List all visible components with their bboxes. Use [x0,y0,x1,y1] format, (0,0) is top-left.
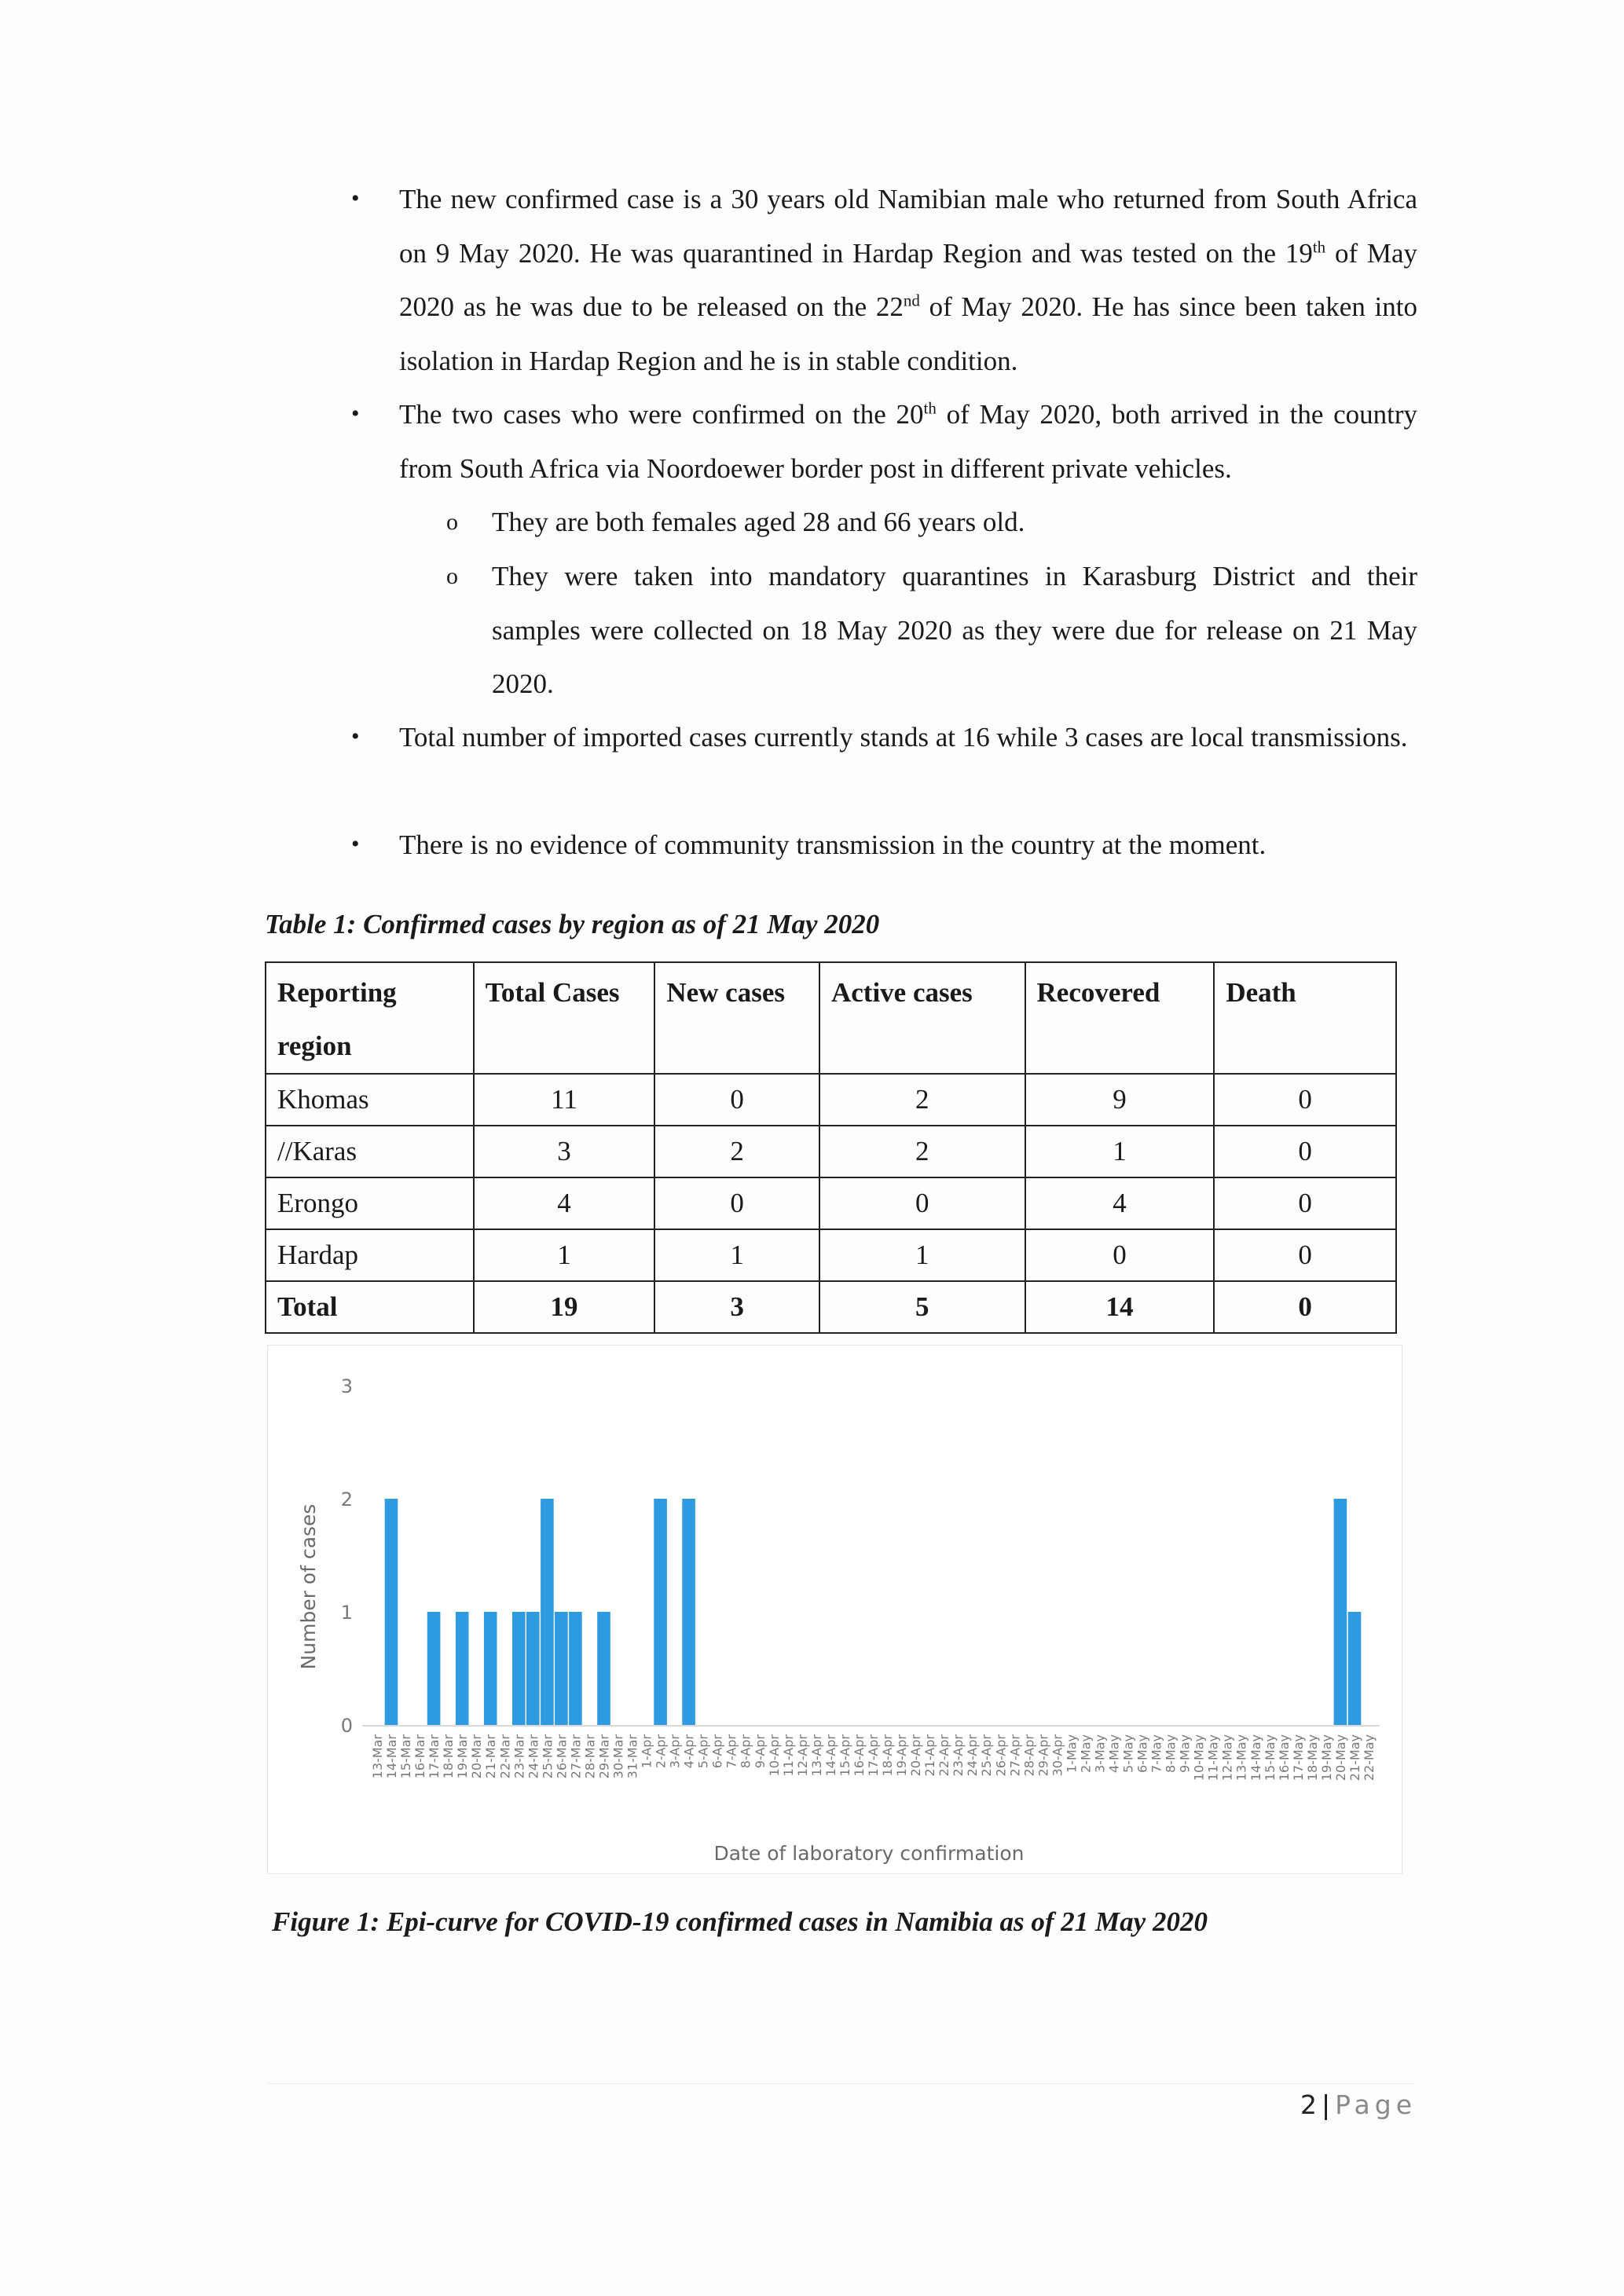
table-cell: 2 [819,1074,1025,1126]
x-tick-label: 17-May [1290,1734,1306,1782]
table-cell: 2 [819,1126,1025,1177]
bar-25-Mar [541,1499,554,1725]
x-tick-label: 25-Apr [979,1734,995,1777]
x-tick-label: 2-May [1078,1734,1094,1774]
total-cell: 5 [819,1281,1025,1333]
x-tick-label: 4-May [1106,1734,1122,1774]
x-tick-label: 10-Apr [766,1734,782,1777]
bar-21-Mar [484,1612,497,1725]
x-tick-label: 2-Apr [653,1734,669,1769]
page-word: Page [1335,2089,1417,2120]
footer-divider [267,2083,1414,2084]
x-tick-label: 16-May [1276,1734,1292,1782]
x-tick-label: 15-Apr [837,1734,852,1777]
column-header: Active cases [819,962,1025,1074]
column-header: Recovered [1025,962,1215,1074]
x-tick-label: 7-May [1149,1734,1164,1774]
table-caption: Table 1: Confirmed cases by region as of 21 May 2020 [265,909,880,939]
total-cell: 14 [1025,1281,1215,1333]
x-tick-label: 21-May [1347,1734,1362,1782]
y-axis-label: Number of cases [297,1503,320,1670]
table-cell: 0 [1214,1074,1396,1126]
x-tick-label: 1-Apr [639,1734,654,1769]
total-cell: 0 [1214,1281,1396,1333]
table-row [266,1177,1396,1229]
x-tick-label: 21-Mar [483,1734,499,1779]
x-tick-label: 10-May [1191,1734,1207,1782]
x-tick-label: 21-Apr [922,1734,938,1777]
total-cell: 3 [654,1281,819,1333]
bar-20-May [1334,1499,1347,1725]
table-cell: 0 [654,1177,819,1229]
table-cell: 0 [1214,1126,1396,1177]
x-tick-label: 5-May [1120,1734,1136,1774]
table-cell: 1 [819,1229,1025,1281]
bullet-paragraph-community: There is no evidence of community transmission in the country at the moment. [399,829,1267,860]
y-tick-label: 2 [340,1489,353,1511]
table-cell: 0 [1025,1229,1215,1281]
x-tick-label: 24-Apr [965,1734,981,1777]
bar-29-Mar [597,1612,610,1725]
table-cell: 11 [474,1074,655,1126]
x-tick-label: 11-Apr [780,1734,796,1777]
bar-17-Mar [427,1612,441,1725]
table-header-row [266,962,1396,1074]
x-tick-label: 26-Apr [993,1734,1009,1777]
sub-bullet-ages: They are both females aged 28 and 66 years old. [492,507,1025,537]
bullet-icon: • [351,723,360,749]
x-tick-label: 17-Apr [866,1734,881,1777]
x-tick-label: 22-Mar [497,1734,513,1779]
x-tick-label: 17-Mar [427,1734,442,1779]
x-tick-label: 29-Mar [596,1734,612,1779]
bar-27-Mar [569,1612,582,1725]
bar-21-May [1348,1612,1362,1725]
x-tick-label: 28-Apr [1021,1734,1037,1777]
y-tick-label: 3 [340,1375,353,1397]
x-tick-label: 30-Apr [1050,1734,1065,1777]
x-tick-label: 12-May [1219,1734,1235,1782]
x-tick-label: 27-Mar [568,1734,584,1779]
bullet-icon: • [351,401,360,427]
column-header: Reporting region [266,962,474,1074]
x-tick-label: 18-May [1304,1734,1320,1782]
y-tick-label: 0 [340,1715,353,1737]
x-axis-label: Date of laboratory confirmation [713,1842,1025,1865]
x-tick-label: 19-Mar [455,1734,471,1779]
x-tick-label: 16-Apr [852,1734,867,1777]
x-tick-label: 24-Mar [526,1734,541,1779]
x-tick-label: 5-Apr [695,1734,711,1769]
x-tick-label: 12-Apr [794,1734,810,1777]
page-separator: | [1322,2089,1331,2120]
x-tick-label: 18-Mar [441,1734,456,1779]
x-tick-label: 14-Apr [823,1734,838,1777]
x-tick-label: 29-Apr [1036,1734,1051,1777]
x-ticks-group [370,1734,1377,1782]
total-cell: 19 [474,1281,655,1333]
x-tick-label: 6-Apr [709,1734,725,1769]
x-tick-label: 26-Mar [554,1734,570,1779]
bar-24-Mar [526,1612,540,1725]
sub-bullet-quarantine: They were taken into mandatory quarantines in Karasburg District and their samples were collected on 18 May 2020 as they were due for release on 21 May 2020. [492,561,1417,699]
table-row [266,1229,1396,1281]
table-cell: 1 [654,1229,819,1281]
table-cell: 1 [1025,1126,1215,1177]
bullet-paragraph-imported: Total number of imported cases currently stands at 16 while 3 cases are local transmissions. [399,722,1408,753]
x-tick-label: 3-May [1092,1734,1108,1774]
x-tick-label: 28-Mar [582,1734,598,1779]
table-cell: 4 [474,1177,655,1229]
table-cell: 9 [1025,1074,1215,1126]
bar-23-Mar [512,1612,526,1725]
bars-group [385,1499,1362,1725]
region-cell: //Karas [266,1126,474,1177]
x-tick-label: 22-Apr [937,1734,952,1777]
page-number: 2 [1300,2089,1317,2120]
total-label-cell: Total [266,1281,474,1333]
column-header: Death [1214,962,1396,1074]
bullet-paragraph-two-cases: The two cases who were confirmed on the 20th of May 2020, both arrived in the country from South Africa via Noordoewer border post in different private vehicles. [399,398,1417,484]
x-tick-label: 13-Mar [370,1734,385,1779]
table-cell: 3 [474,1126,655,1177]
bar-2-Apr [654,1499,667,1725]
x-tick-label: 4-Apr [681,1734,697,1769]
x-tick-label: 14-May [1248,1734,1263,1782]
region-cell: Hardap [266,1229,474,1281]
x-tick-label: 15-Mar [398,1734,414,1779]
bar-19-Mar [456,1612,469,1725]
epi-curve-svg [268,1346,1402,1873]
column-header: New cases [654,962,819,1074]
table-cell: 2 [654,1126,819,1177]
table-cell: 0 [654,1074,819,1126]
bar-14-Mar [385,1499,398,1725]
table-row [266,1074,1396,1126]
page-footer [1300,2089,1417,2120]
column-header: Total Cases [474,962,655,1074]
confirmed-cases-table [265,961,1397,1334]
x-tick-label: 7-Apr [724,1734,739,1769]
table-total-row [266,1281,1396,1333]
x-tick-label: 13-May [1234,1734,1249,1782]
table-row [266,1126,1396,1177]
table-cell: 0 [1214,1229,1396,1281]
x-tick-label: 31-Mar [625,1734,640,1779]
bar-4-Apr [682,1499,695,1725]
sub-bullet-icon: o [446,509,458,535]
x-tick-label: 23-Apr [951,1734,966,1777]
x-tick-label: 15-May [1262,1734,1278,1782]
table-cell: 4 [1025,1177,1215,1229]
x-tick-label: 11-May [1205,1734,1221,1782]
bullet-icon: • [351,185,360,211]
x-tick-label: 16-Mar [412,1734,428,1779]
y-ticks-group [341,1375,353,1737]
bar-26-Mar [555,1612,568,1725]
x-tick-label: 20-May [1333,1734,1348,1782]
x-tick-label: 8-May [1163,1734,1179,1774]
bullet-icon: • [351,831,360,857]
y-tick-label: 1 [340,1602,353,1624]
x-tick-label: 22-May [1362,1734,1377,1782]
figure-caption: Figure 1: Epi-curve for COVID-19 confirmed cases in Namibia as of 21 May 2020 [272,1906,1208,1937]
epi-curve-chart [267,1345,1402,1874]
x-tick-label: 1-May [1064,1734,1080,1774]
x-tick-label: 6-May [1135,1734,1150,1774]
x-tick-label: 3-Apr [667,1734,683,1769]
x-tick-label: 20-Mar [469,1734,485,1779]
x-tick-label: 25-Mar [540,1734,555,1779]
table-cell: 0 [1214,1177,1396,1229]
x-tick-label: 9-May [1177,1734,1193,1774]
sub-bullet-icon: o [446,563,458,589]
x-tick-label: 30-Mar [610,1734,626,1779]
bullet-paragraph-new-case: The new confirmed case is a 30 years old Namibian male who returned from South Africa on 9 May 2020. He was quarantined in Hardap Region and was tested on the 19th of May 2020 as he was due to be released on the 22nd of May 2020. He has since been taken into isolation in Hardap Region and he is in stable condition. [399,184,1418,376]
x-tick-label: 20-Apr [908,1734,924,1777]
table-cell: 0 [819,1177,1025,1229]
x-tick-label: 27-Apr [1007,1734,1023,1777]
x-tick-label: 19-Apr [894,1734,910,1777]
x-tick-label: 19-May [1318,1734,1334,1782]
x-tick-label: 8-Apr [738,1734,753,1769]
x-tick-label: 9-Apr [752,1734,768,1769]
x-tick-label: 18-Apr [880,1734,895,1777]
region-cell: Erongo [266,1177,474,1229]
x-tick-label: 13-Apr [808,1734,824,1777]
x-tick-label: 14-Mar [384,1734,399,1779]
x-tick-label: 23-Mar [511,1734,527,1779]
region-cell: Khomas [266,1074,474,1126]
table-cell: 1 [474,1229,655,1281]
